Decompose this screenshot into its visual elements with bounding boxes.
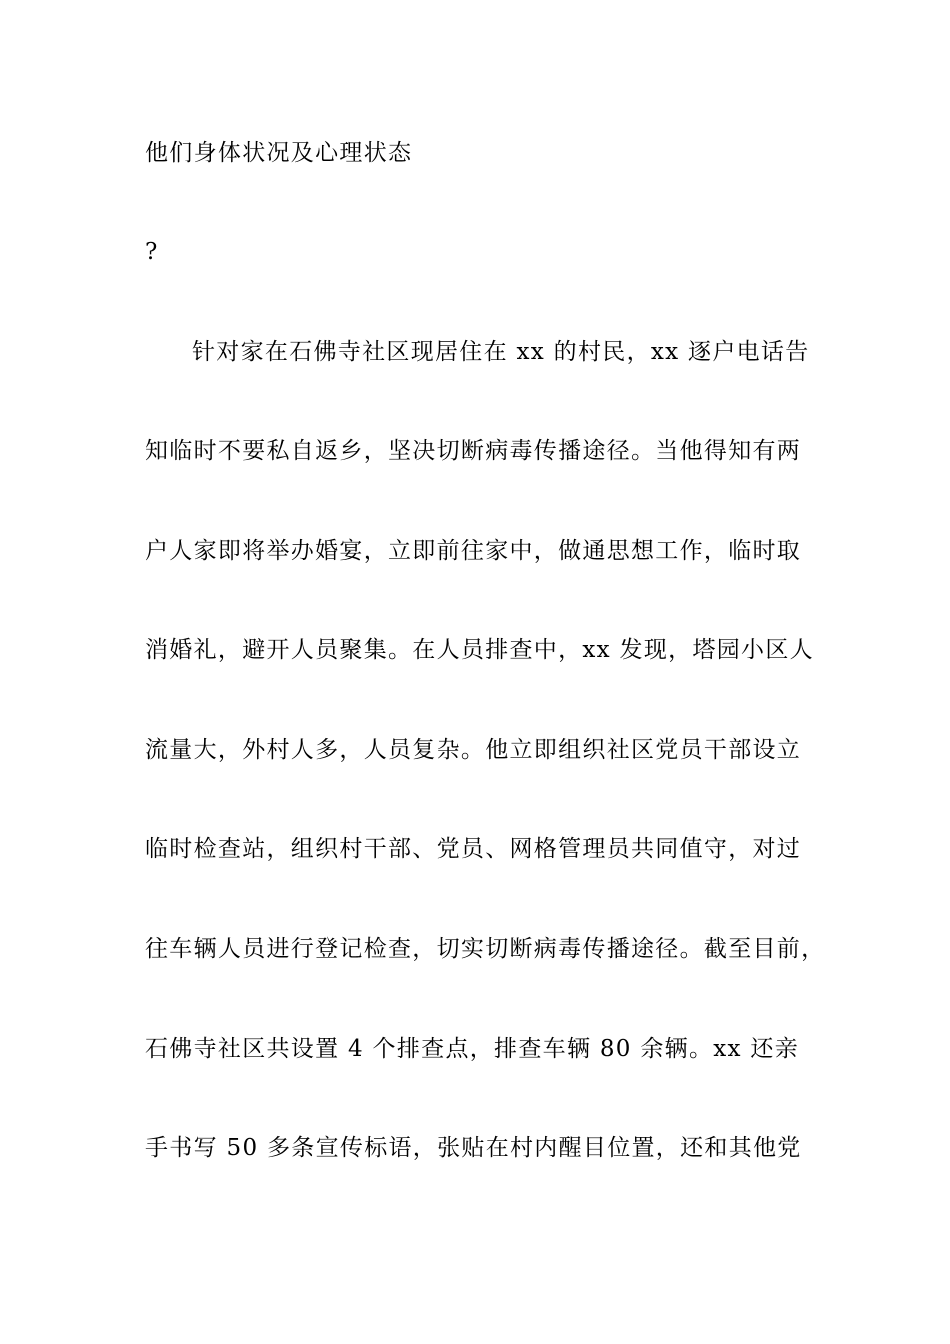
text-line-9: 往车辆人员进行登记检查，切实切断病毒传播途径。截至目前， bbox=[145, 936, 826, 962]
text-line-6: 消婚礼，避开人员聚集。在人员排查中，xx 发现，塔园小区人 bbox=[145, 637, 814, 663]
text-line-1: 他们身体状况及心理状态 bbox=[145, 140, 413, 166]
text-line-10: 石佛寺社区共设置 4 个排查点，排查车辆 80 余辆。xx 还亲 bbox=[145, 1036, 799, 1062]
text-line-2: ? bbox=[145, 239, 159, 265]
text-line-7: 流量大，外村人多，人员复杂。他立即组织社区党员干部设立 bbox=[145, 737, 802, 763]
text-line-8: 临时检查站，组织村干部、党员、网格管理员共同值守，对过 bbox=[145, 836, 802, 862]
text-line-4: 知临时不要私自返乡，坚决切断病毒传播途径。当他得知有两 bbox=[145, 438, 802, 464]
paragraph-first-line: 针对家在石佛寺社区现居住在 xx 的村民，xx 逐户电话告 bbox=[192, 339, 810, 365]
text-line-5: 户人家即将举办婚宴，立即前往家中，做通思想工作，临时取 bbox=[145, 538, 802, 564]
text-line-11: 手书写 50 多条宣传标语，张贴在村内醒目位置，还和其他党 bbox=[145, 1135, 802, 1161]
